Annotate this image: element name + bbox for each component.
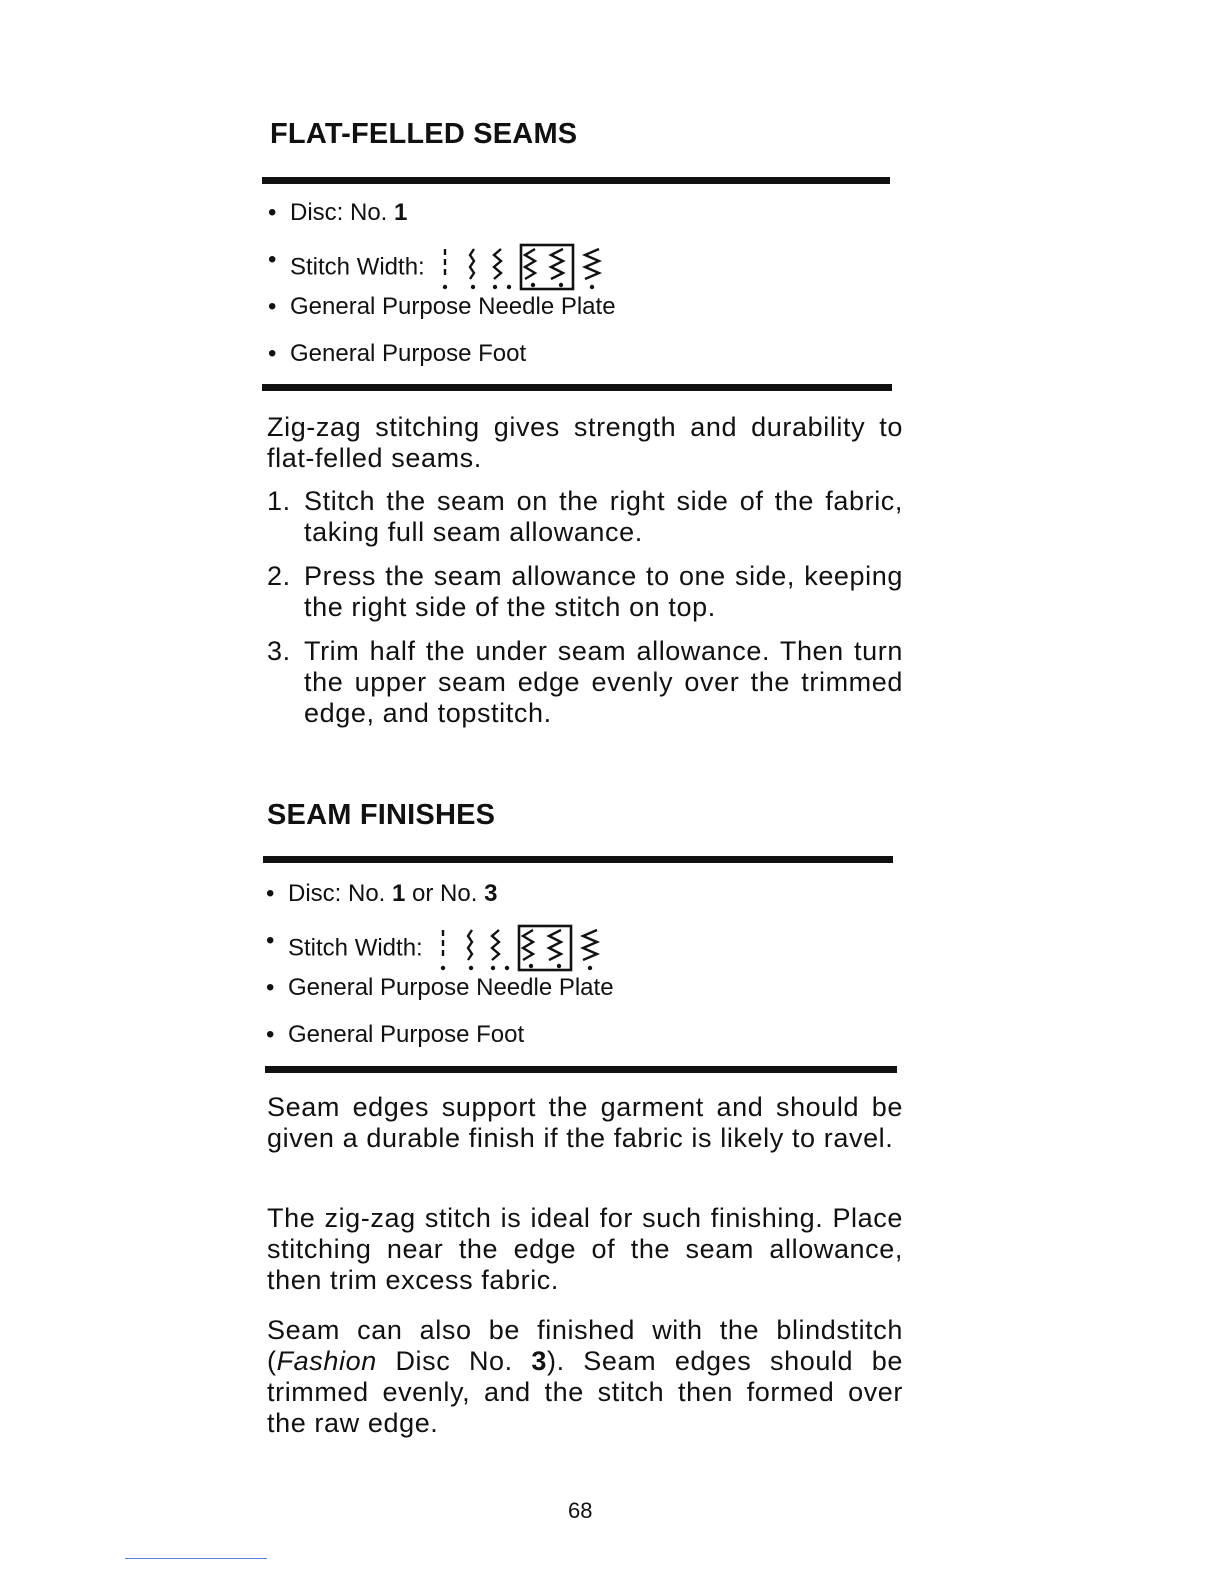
foot-setting: • General Purpose Foot <box>268 337 616 384</box>
section-bottom-rule <box>265 1066 897 1073</box>
page-number: 68 <box>568 1498 593 1523</box>
bullet: • <box>266 1021 275 1048</box>
section-bottom-rule <box>262 384 892 391</box>
section-top-rule <box>263 856 893 863</box>
section-title-seam-finishes: SEAM FINISHES <box>267 799 496 831</box>
stitch-width-scale-icon <box>437 924 607 974</box>
bullet: • <box>266 974 275 1001</box>
bullet: • <box>268 246 277 273</box>
disc-setting: • Disc: No. 1 <box>268 196 616 243</box>
bullet: • <box>268 199 277 226</box>
disc-setting: • Disc: No. 1 or No. 3 <box>266 877 614 924</box>
steps-list <box>267 486 903 742</box>
stitch-width-setting: • Stitch Width: <box>266 924 614 971</box>
step-item: 1. Stitch the seam on the right side of the fabric, taking full seam allowance. <box>267 486 903 547</box>
section-top-rule <box>262 177 890 184</box>
bullet: • <box>268 293 277 320</box>
bullet: • <box>266 880 275 907</box>
needle-plate-setting: • General Purpose Needle Plate <box>268 290 616 337</box>
intro-paragraph: Zig-zag stitching gives strength and durability to flat-felled seams. <box>267 412 903 473</box>
needle-plate-setting: • General Purpose Needle Plate <box>266 971 614 1018</box>
paragraph: Seam can also be finished with the blindstitch (Fashion Disc No. 3). Seam edges should be trimmed evenly, and the stitch then formed over the raw edge. <box>267 1315 903 1438</box>
step-item: 3. Trim half the under seam allowance. Then turn the upper seam edge evenly over the trimmed edge, and topstitch. <box>267 636 903 728</box>
stitch-width-scale-icon <box>439 243 609 293</box>
bullet: • <box>268 340 277 367</box>
section-title-flat-felled-seams: FLAT-FELLED SEAMS <box>270 118 578 150</box>
bullet: • <box>266 927 275 954</box>
footer-line <box>125 1558 267 1559</box>
paragraph: Seam edges support the garment and should be given a durable finish if the fabric is likely to ravel. <box>267 1092 903 1153</box>
foot-setting: • General Purpose Foot <box>266 1018 614 1065</box>
paragraph: The zig-zag stitch is ideal for such finishing. Place stitching near the edge of the seam allowance, then trim excess fabric. <box>267 1203 903 1295</box>
stitch-width-setting: • Stitch Width: <box>268 243 616 290</box>
step-item: 2. Press the seam allowance to one side, keeping the right side of the stitch on top. <box>267 561 903 622</box>
settings-list <box>266 877 614 1065</box>
settings-list <box>268 196 616 384</box>
